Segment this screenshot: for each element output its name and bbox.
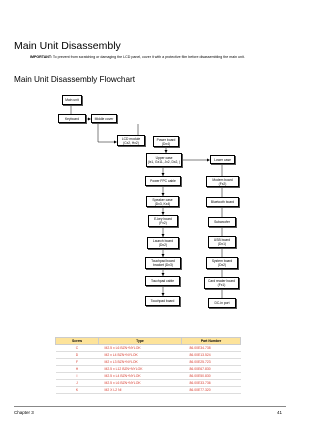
- screw-cell: I: [56, 373, 99, 380]
- footer-chapter: Chapter 3: [14, 410, 34, 415]
- table-row: [56, 352, 241, 359]
- header-type: Type: [99, 338, 182, 345]
- flow-box-dc-in-port: DC-in port: [208, 298, 236, 308]
- flow-box-e-key-board: E-key board (Fx2): [148, 215, 178, 227]
- flow-box-keyboard: Keyboard: [58, 114, 86, 123]
- type-cell: M2 X L2 NI: [99, 387, 182, 394]
- part-number-cell: 86.00E33.736: [182, 380, 241, 387]
- flow-box-middle-cover: Middle cover: [91, 114, 117, 123]
- important-label: IMPORTANT:: [30, 55, 52, 59]
- table-row: [56, 345, 241, 352]
- type-cell: M2 x L4 BZN+NYLOK: [99, 352, 182, 359]
- flow-box-lcd-module: LCD module (Cx2, Hx2): [117, 135, 145, 146]
- flow-box-system-board: System board (Dx2): [206, 257, 238, 269]
- flow-box-upper-case: Upper case (Ix1, Gx11, Jx2, Dx2, ): [146, 153, 182, 167]
- screw-cell: C: [56, 345, 99, 352]
- flow-box-touchpad-cable: Touchpad cable: [145, 276, 180, 286]
- table-row: [56, 373, 241, 380]
- table-row: [56, 387, 241, 394]
- type-cell: M2.5 x L6 BZN+NYLOK: [99, 380, 182, 387]
- type-cell: M2.5 x L12 BZN+NYLOK: [99, 366, 182, 373]
- table-row: [56, 359, 241, 366]
- screw-cell: D: [56, 352, 99, 359]
- important-text: To prevent from scratching or damaging the LCD panel, cover it with a protective film before disassembling the main unit.: [52, 55, 245, 59]
- flow-box-main-unit: Main unit: [62, 95, 82, 105]
- flow-box-power-board: Power board (Dx4): [153, 136, 179, 147]
- flow-box-usb-board: USB board (Dx1): [208, 236, 236, 248]
- part-number-cell: 86.00E13.524: [182, 352, 241, 359]
- screw-cell: K: [56, 387, 99, 394]
- page-title: Main Unit Disassembly: [14, 40, 121, 52]
- flow-box-card-reader: Card reader board (Fx1): [204, 277, 239, 289]
- part-number-cell: 86.00E67.830: [182, 366, 241, 373]
- flow-box-modem-board: Modem board (Fx2): [206, 176, 239, 187]
- header-screw: Screw: [56, 338, 99, 345]
- flow-box-launch-board: Launch board (Dx2): [147, 237, 179, 249]
- part-number-cell: 86.00E34.738: [182, 345, 241, 352]
- footer-page-number: 41: [277, 410, 283, 415]
- type-cell: M2 x L3 BZN+NYLOK: [99, 359, 182, 366]
- type-cell: M2.5 x L4 BZN+NYLOK: [99, 373, 182, 380]
- flow-box-subwoofer: Subwoofer: [208, 217, 236, 227]
- flow-box-lower-case: Lower case: [210, 155, 235, 164]
- header-part-number: Part Number: [182, 338, 241, 345]
- flow-box-touchpad-board: Touchpad board: [145, 296, 180, 306]
- flowchart-title: Main Unit Disassembly Flowchart: [14, 75, 136, 84]
- table-row: [56, 366, 241, 373]
- footer-rule: [14, 406, 286, 407]
- screw-cell: F: [56, 359, 99, 366]
- screw-cell: J: [56, 380, 99, 387]
- screw-cell: H: [56, 366, 99, 373]
- part-number-cell: 86.00E25.723: [182, 359, 241, 366]
- screw-table-header: [56, 338, 241, 345]
- flow-box-bluetooth-board: Bluetooth board: [206, 197, 239, 207]
- flow-box-speaker-case: Speaker case (Dx3, Kx4): [146, 196, 179, 207]
- table-row: [56, 380, 241, 387]
- part-number-cell: 86.00E50.830: [182, 373, 241, 380]
- part-number-cell: 86.00E77.320: [182, 387, 241, 394]
- flow-box-touchpad-bracket: Touchpad board bracket (Dx3): [145, 257, 181, 269]
- type-cell: M2.5 x L6 BZN+NYLOK: [99, 345, 182, 352]
- flow-box-power-fpc-cable: Power FPC cable: [145, 176, 181, 186]
- screw-table: [55, 337, 241, 394]
